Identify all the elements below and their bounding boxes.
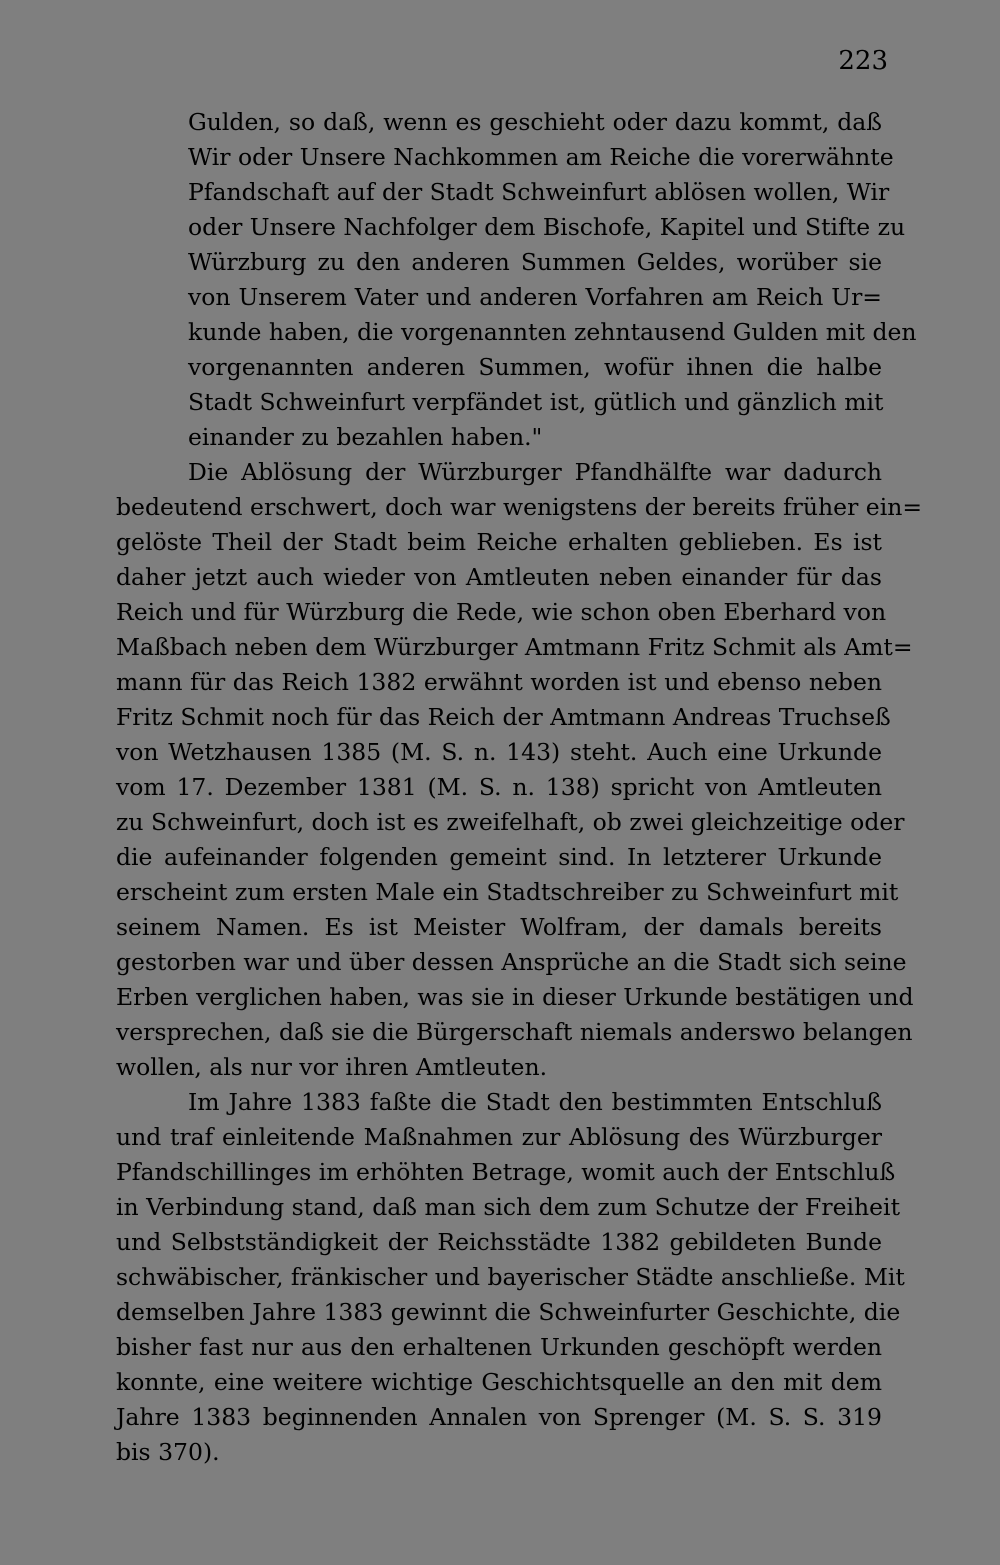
text-line: bisher fast nur aus den erhaltenen Urkunden geschöpft werden	[116, 1333, 882, 1361]
text-line: daher jetzt auch wieder von Amtleuten neben einander für das	[116, 563, 882, 591]
text-line: zu Schweinfurt, doch ist es zweifelhaft, ob zwei gleichzeitige oder	[116, 808, 905, 836]
text-line: bedeutend erschwert, doch war wenigstens der bereits früher ein=	[116, 493, 923, 521]
text-line: gelöste Theil der Stadt beim Reiche erhalten geblieben. Es ist	[116, 528, 882, 556]
text-line: Erben verglichen haben, was sie in dieser Urkunde bestätigen und	[116, 983, 914, 1011]
text-line: und traf einleitende Maßnahmen zur Ablösung des Würzburger	[116, 1123, 882, 1151]
text-line: Maßbach neben dem Würzburger Amtmann Fritz Schmit als Amt=	[116, 633, 913, 661]
text-line: vom 17. Dezember 1381 (M. S. n. 138) spricht von Amtleuten	[116, 773, 882, 801]
text-line: bis 370).	[116, 1438, 220, 1466]
text-line: erscheint zum ersten Male ein Stadtschreiber zu Schweinfurt mit	[116, 878, 899, 906]
text-line: Wir oder Unsere Nachkommen am Reiche die vorerwähnte	[188, 143, 894, 171]
text-line: Fritz Schmit noch für das Reich der Amtmann Andreas Truchseß	[116, 703, 891, 731]
text-line: Pfandschaft auf der Stadt Schweinfurt ablösen wollen, Wir	[188, 178, 890, 206]
text-line: mann für das Reich 1382 erwähnt worden ist und ebenso neben	[116, 668, 882, 696]
text-line: und Selbstständigkeit der Reichsstädte 1382 gebildeten Bunde	[116, 1228, 882, 1256]
text-line: Jahre 1383 beginnenden Annalen von Sprenger (M. S. S. 319	[116, 1403, 882, 1431]
text-line: die aufeinander folgenden gemeint sind. In letzterer Urkunde	[116, 843, 882, 871]
page-number: 223	[838, 46, 888, 76]
text-line: seinem Namen. Es ist Meister Wolfram, der damals bereits	[116, 913, 882, 941]
text-line: in Verbindung stand, daß man sich dem zum Schutze der Freiheit	[116, 1193, 901, 1221]
text-line: oder Unsere Nachfolger dem Bischofe, Kapitel und Stifte zu	[188, 213, 906, 241]
text-line: demselben Jahre 1383 gewinnt die Schweinfurter Geschichte, die	[116, 1298, 901, 1326]
text-line: konnte, eine weitere wichtige Geschichtsquelle an den mit dem	[116, 1368, 882, 1396]
text-line: Reich und für Würzburg die Rede, wie schon oben Eberhard von	[116, 598, 887, 626]
text-line: von Unserem Vater und anderen Vorfahren am Reich Ur=	[188, 283, 882, 311]
text-line: versprechen, daß sie die Bürgerschaft niemals anderswo belangen	[116, 1018, 913, 1046]
text-line: vorgenannten anderen Summen, wofür ihnen die halbe	[188, 353, 882, 381]
text-line: Würzburg zu den anderen Summen Geldes, worüber sie	[188, 248, 882, 276]
text-line: Stadt Schweinfurt verpfändet ist, gütlich und gänzlich mit	[188, 388, 884, 416]
text-line: kunde haben, die vorgenannten zehntausend Gulden mit den	[188, 318, 917, 346]
text-line: Im Jahre 1383 faßte die Stadt den bestimmten Entschluß	[188, 1088, 882, 1116]
text-line: Pfandschillinges im erhöhten Betrage, womit auch der Entschluß	[116, 1158, 896, 1186]
text-line: schwäbischer, fränkischer und bayerischer Städte anschließe. Mit	[116, 1263, 905, 1291]
text-line: Die Ablösung der Würzburger Pfandhälfte war dadurch	[188, 458, 882, 486]
text-line: gestorben war und über dessen Ansprüche an die Stadt sich seine	[116, 948, 907, 976]
text-line: einander zu bezahlen haben."	[188, 423, 543, 451]
text-line: wollen, als nur vor ihren Amtleuten.	[116, 1053, 548, 1081]
text-line: von Wetzhausen 1385 (M. S. n. 143) steht. Auch eine Urkunde	[116, 738, 882, 766]
text-line: Gulden, so daß, wenn es geschieht oder dazu kommt, daß	[188, 108, 882, 136]
